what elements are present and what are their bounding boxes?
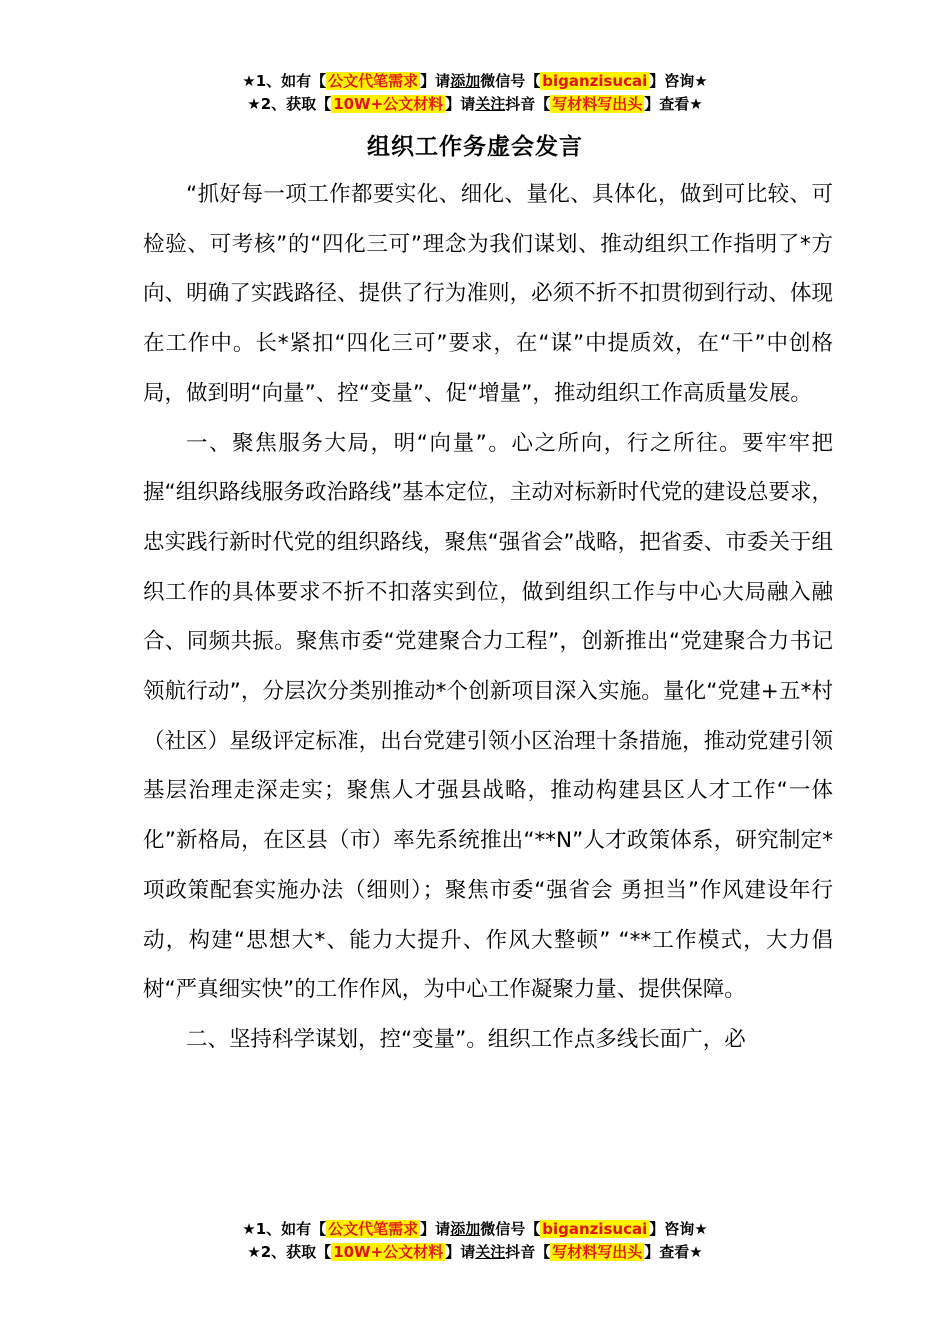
document-body bbox=[143, 170, 833, 1065]
promo-text: 抖音【 bbox=[505, 95, 551, 113]
promo-text: 抖音【 bbox=[505, 1243, 551, 1261]
highlight-douyin-id: 写材料写出头 bbox=[552, 1243, 643, 1261]
highlight-service: 公文代笔需求 bbox=[328, 72, 419, 90]
highlight-service: 公文代笔需求 bbox=[328, 1220, 419, 1238]
promo-line-2 bbox=[0, 93, 950, 116]
promo-text: 】请 bbox=[445, 95, 476, 113]
promo-text: ★1、如有【 bbox=[242, 1220, 327, 1238]
highlight-wechat-id: biganzisucai bbox=[542, 1220, 648, 1238]
promo-text: 】请 bbox=[420, 1220, 451, 1238]
promo-text: ★1、如有【 bbox=[242, 72, 327, 90]
promo-emphasis: 关注 bbox=[475, 95, 506, 113]
promo-text: ★2、获取【 bbox=[247, 1243, 332, 1261]
promo-text: 】查看★ bbox=[644, 1243, 703, 1261]
body-paragraph: 一、聚焦服务大局，明“向量”。心之所向，行之所往。要牢牢把握“组织路线服务政治路线”基本定位，主动对标新时代党的建设总要求，忠实践行新时代党的组织路线，聚焦“强省会”战略，把省委、市委关于组织工作的具体要求不折不扣落实到位，做到组织工作与中心大局融入融合、同频共振。聚焦市委“党建聚合力工程”，创新推出“党建聚合力书记领航行动”，分层次分类别推动*个创新项目深入实施。量化“党建+五*村（社区）星级评定标准，出台党建引领小区治理十条措施，推动党建引领基层治理走深走实；聚焦人才强县战略，推动构建县区人才工作“一体化”新格局，在区县（市）率先系统推出“**N”人才政策体系，研究制定*项政策配套实施办法（细则）；聚焦市委“强省会 勇担当”作风建设年行动，构建“思想大*、能力大提升、作风大整顿” “**工作模式，大力倡树“严真细实快”的工作作风，为中心工作凝聚力量、提供保障。 bbox=[143, 430, 833, 1003]
promo-line-1 bbox=[0, 70, 950, 93]
promo-text: 】咨询★ bbox=[649, 1220, 708, 1238]
body-paragraph: 二、坚持科学谋划，控“变量”。组织工作点多线长面广，必 bbox=[186, 1026, 746, 1052]
promo-line-1 bbox=[0, 1218, 950, 1241]
body-paragraph: “抓好每一项工作都要实化、细化、量化、具体化，做到可比较、可检验、可考核”的“四化三可”理念为我们谋划、推动组织工作指明了*方向、明确了实践路径、提供了行为准则，必须不折不扣贯彻到行动、体现在工作中。长*紧扣“四化三可”要求，在“谋”中提质效，在“干”中创格局，做到明“向量”、控“变量”、促“增量”，推动组织工作高质量发展。 bbox=[143, 182, 833, 406]
promo-line-2 bbox=[0, 1241, 950, 1264]
promo-emphasis: 添加 bbox=[450, 1220, 481, 1238]
promo-text: 】请 bbox=[420, 72, 451, 90]
promo-text: 微信号【 bbox=[480, 1220, 541, 1238]
highlight-douyin-id: 写材料写出头 bbox=[552, 95, 643, 113]
highlight-materials: 10W+公文材料 bbox=[333, 95, 444, 113]
document-title: 组织工作务虚会发言 bbox=[367, 134, 583, 160]
promo-text: 】请 bbox=[445, 1243, 476, 1261]
promo-text: ★2、获取【 bbox=[247, 95, 332, 113]
promo-banner-bottom bbox=[0, 1218, 950, 1264]
promo-text: 微信号【 bbox=[480, 72, 541, 90]
promo-emphasis: 添加 bbox=[450, 72, 481, 90]
promo-emphasis: 关注 bbox=[475, 1243, 506, 1261]
highlight-materials: 10W+公文材料 bbox=[333, 1243, 444, 1261]
promo-text: 】咨询★ bbox=[649, 72, 708, 90]
highlight-wechat-id: biganzisucai bbox=[542, 72, 648, 90]
promo-banner-top bbox=[0, 70, 950, 116]
promo-text: 】查看★ bbox=[644, 95, 703, 113]
